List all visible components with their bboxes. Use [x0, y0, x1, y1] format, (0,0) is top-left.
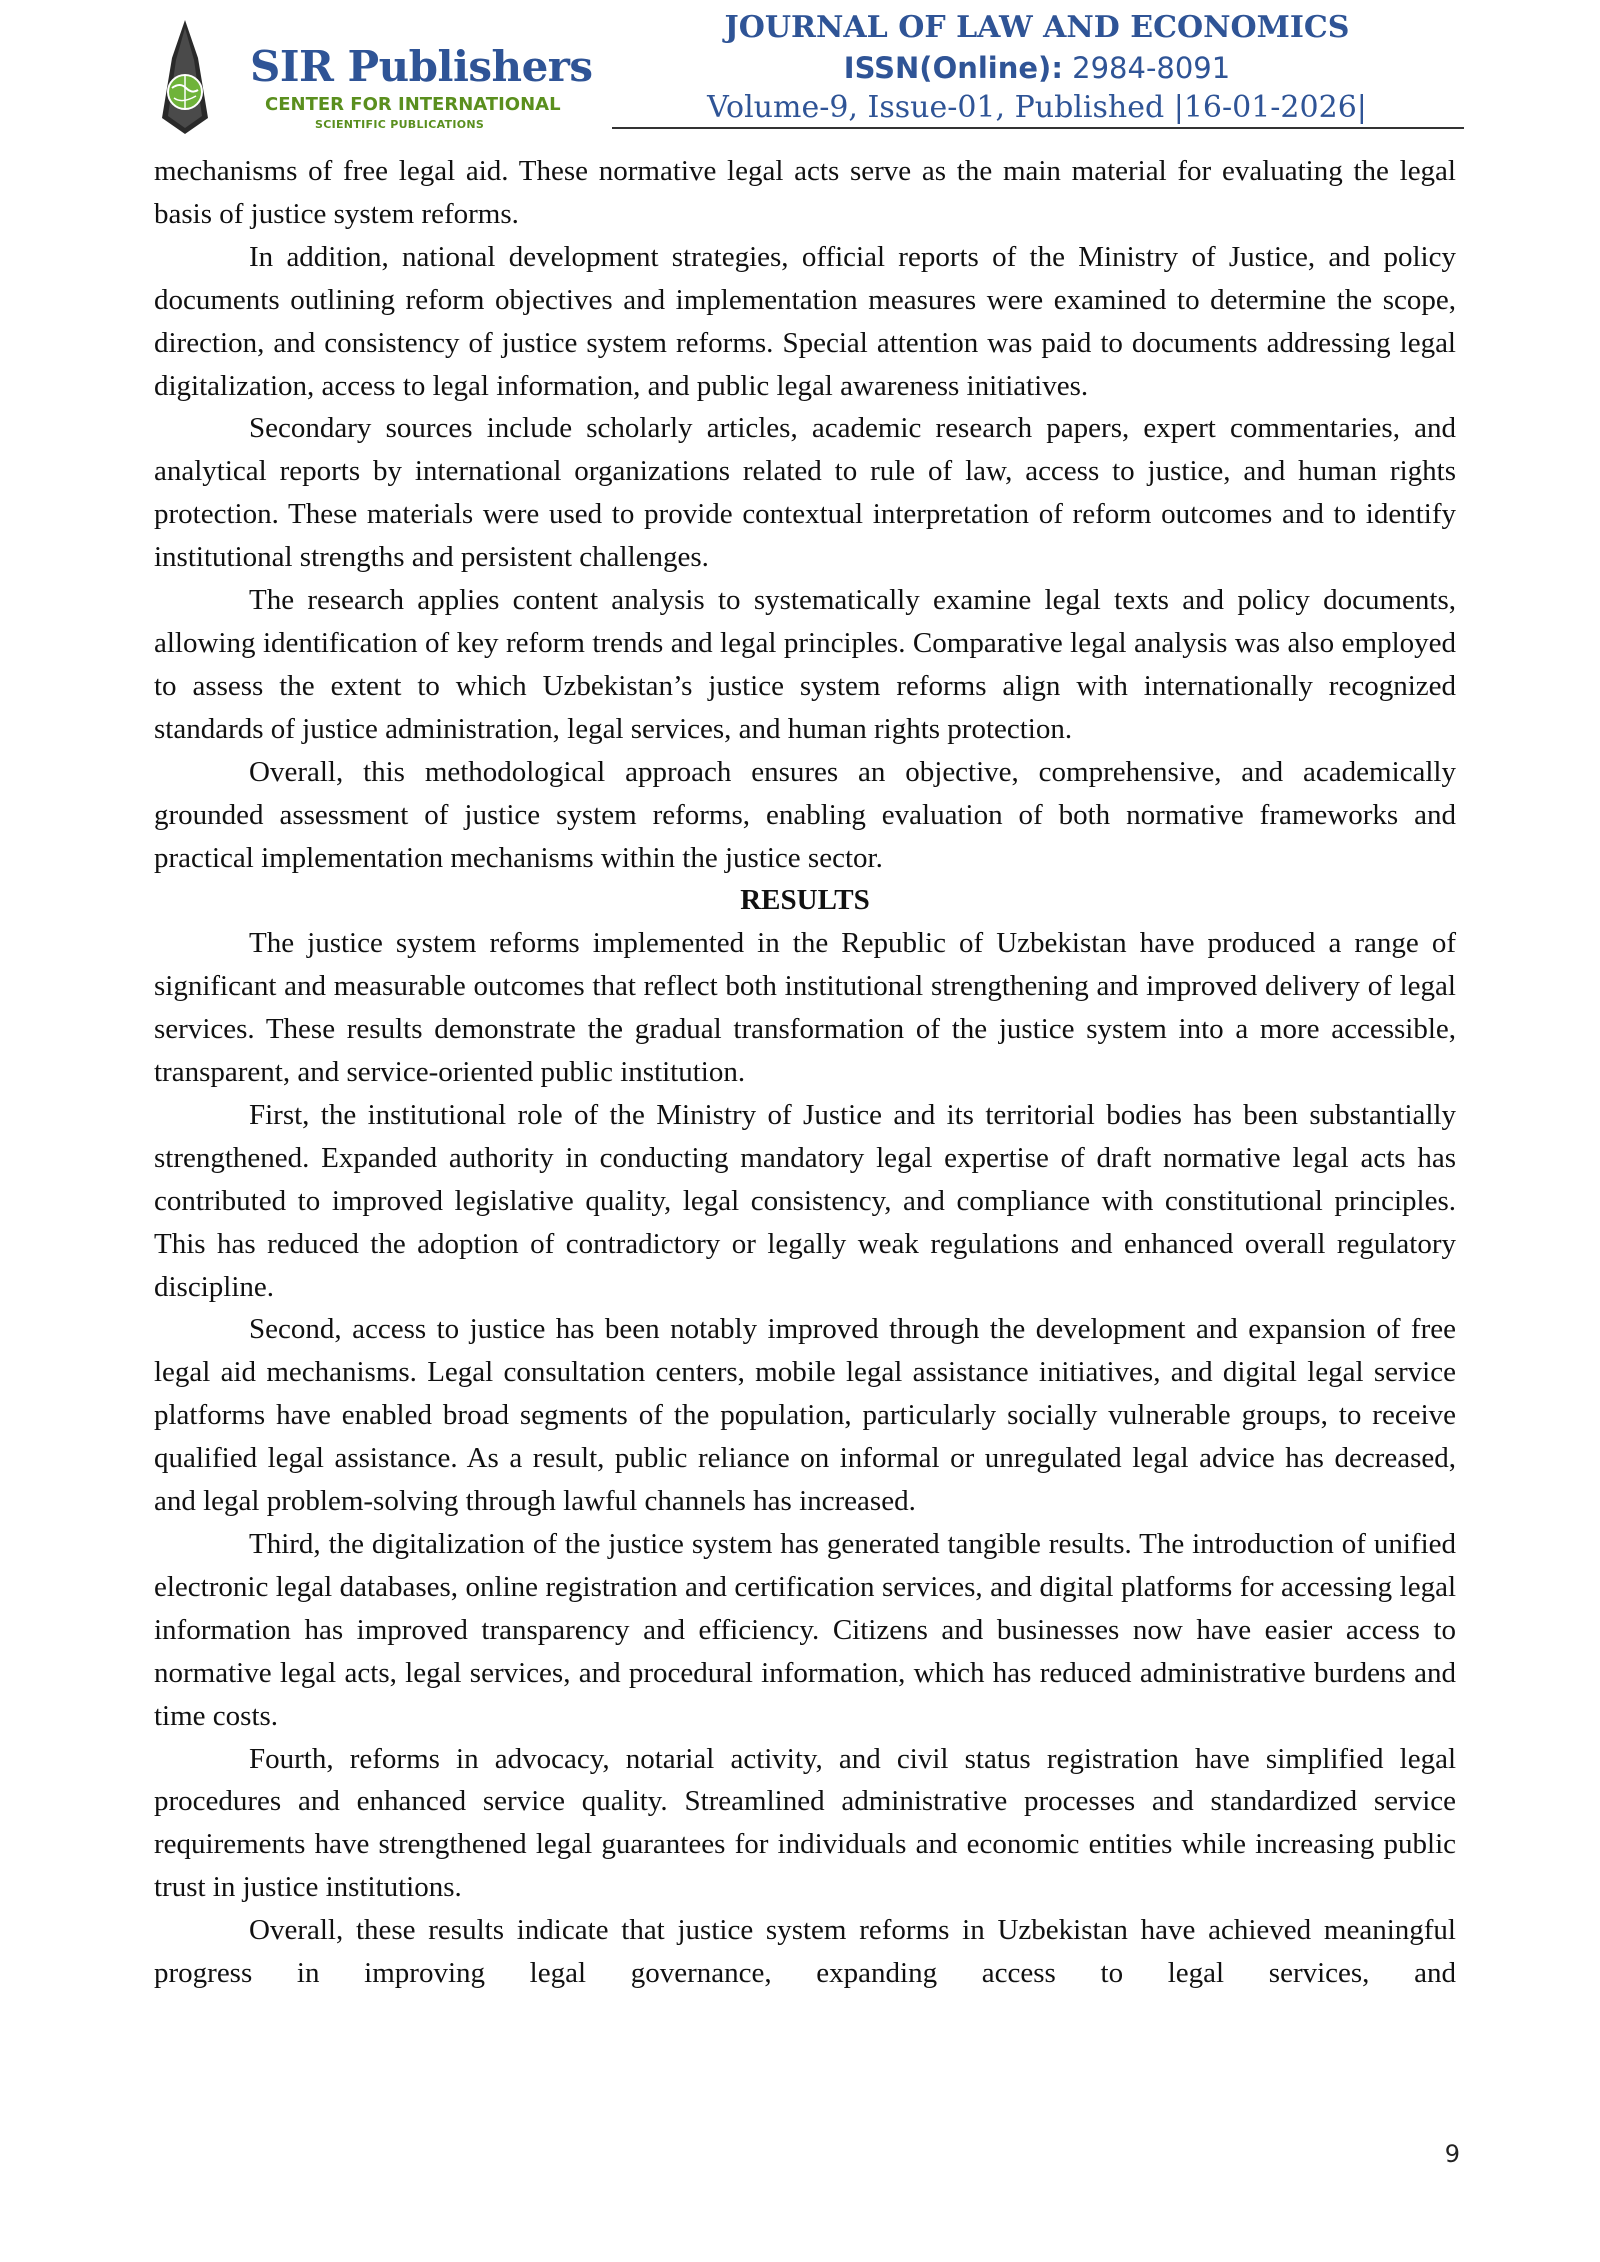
paragraph: First, the institutional role of the Ministry of Justice and its territorial bodies has been substantially strengthened. Expanded authority in conducting mandatory legal expertise of draft normative legal acts has contributed to improved legislative quality, legal consistency, and compliance with constitutional principles. This has reduced the adoption of contradictory or legally weak regulations and enhanced overall regulatory discipline.	[154, 1098, 1456, 1303]
paragraph: Fourth, reforms in advocacy, notarial activity, and civil status registration have simplified legal procedures and enhanced service quality. Streamlined administrative processes and standardized service requirements have strengthened legal guarantees for individuals and economic entities while increasing public trust in justice institutions.	[154, 1742, 1456, 1904]
journal-issn	[612, 48, 1462, 88]
paragraph: The justice system reforms implemented in the Republic of Uzbekistan have produced a range of significant and measurable outcomes that reflect both institutional strengthening and improved delivery of legal services. These results demonstrate the gradual transformation of the justice system into a more accessible, transparent, and service-oriented public institution.	[154, 927, 1456, 1089]
issn-value: 2984-8091	[1062, 51, 1231, 85]
journal-volume: Volume-9, Issue-01, Published |16-01-2026|	[707, 90, 1367, 125]
publisher-subtitle: CENTER FOR INTERNATIONAL	[265, 94, 561, 115]
pen-nib-globe-icon	[150, 18, 220, 136]
paragraph: Second, access to justice has been notably improved through the development and expansion of free legal aid mechanisms. Legal consultation centers, mobile legal assistance initiatives, and digital legal service platforms have enabled broad segments of the population, particularly socially vulnerable groups, to receive qualified legal assistance. As a result, public reliance on informal or unregulated legal advice has decreased, and legal problem-solving through lawful channels has increased.	[154, 1313, 1456, 1518]
paragraph: Secondary sources include scholarly articles, academic research papers, expert commentaries, and analytical reports by international organizations related to rule of law, access to justice, and human rights protection. These materials were used to provide contextual interpretation of reform outcomes and to identify institutional strengths and persistent challenges.	[154, 412, 1456, 574]
paragraph: The research applies content analysis to systematically examine legal texts and policy documents, allowing identification of key reform trends and legal principles. Comparative legal analysis was also employed to assess the extent to which Uzbekistan’s justice system reforms align with internationally recognized standards of justice administration, legal services, and human rights protection.	[154, 584, 1456, 745]
issn-label: ISSN(Online):	[843, 51, 1063, 85]
paragraph: Overall, this methodological approach ensures an objective, comprehensive, and academically grounded assessment of justice system reforms, enabling evaluation of both normative frameworks and practical implementation mechanisms within the justice sector.	[154, 755, 1456, 874]
journal-header	[612, 8, 1462, 128]
paragraph: Third, the digitalization of the justice system has generated tangible results. The introduction of unified electronic legal databases, online registration and certification services, and digital platforms for accessing legal information has improved transparency and efficiency. Citizens and businesses now have easier access to normative legal acts, legal services, and procedural information, which has reduced administrative burdens and time costs.	[154, 1528, 1456, 1732]
publisher-subtitle-2: SCIENTIFIC PUBLICATIONS	[315, 118, 485, 131]
paragraph: In addition, national development strategies, official reports of the Ministry of Justice, and policy documents outlining reform objectives and implementation measures were examined to determine the scope, direction, and consistency of justice system reforms. Special attention was paid to documents addressing legal digitalization, access to legal information, and public legal awareness initiatives.	[154, 240, 1456, 402]
publisher-logo	[150, 18, 610, 136]
publisher-name: SIR Publishers	[250, 42, 593, 91]
paragraph: mechanisms of free legal aid. These normative legal acts serve as the main material for evaluating the legal basis of justice system reforms.	[154, 155, 1456, 230]
header-divider	[612, 127, 1464, 129]
article-body	[154, 150, 1456, 1995]
paragraph: Overall, these results indicate that justice system reforms in Uzbekistan have achieved meaningful progress in improving legal governance, expanding access to legal services, and	[154, 1914, 1456, 1990]
page-number: 9	[1444, 2140, 1460, 2168]
journal-title: JOURNAL OF LAW AND ECONOMICS	[724, 10, 1350, 45]
section-heading: RESULTS	[740, 884, 870, 917]
